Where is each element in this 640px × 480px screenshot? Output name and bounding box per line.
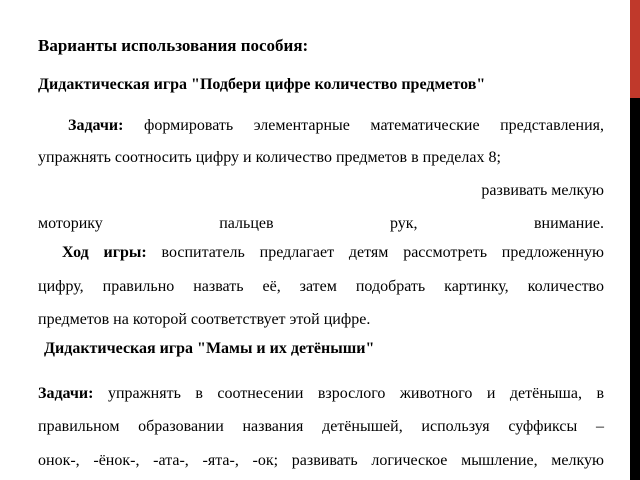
game1-title: Дидактическая игра "Подбери цифре количество предметов" <box>38 76 486 93</box>
game1-tasks-text1: формировать элементарные математические представления, <box>144 117 605 134</box>
game2-tasks-label: Задачи: <box>38 385 94 402</box>
game1-tasks-line3: развивать мелкую <box>481 182 604 199</box>
game1-course-text1: воспитатель предлагает детям рассмотреть предложенную <box>161 244 604 261</box>
game1-course-line1 <box>62 243 604 262</box>
game1-course-line2: цифру, правильно назвать её, затем подобрать картинку, количество <box>38 278 604 295</box>
game2-tasks-line2: правильном образовании названия детёнышей, используя суффиксы – <box>38 418 604 435</box>
game1-course-label: Ход игры: <box>62 244 147 261</box>
game2-tasks-text1: упражнять в соотнесении взрослого животного и детёныша, в <box>107 385 605 402</box>
game1-tasks-label: Задачи: <box>68 117 124 134</box>
page-heading: Варианты использования пособия: <box>38 36 309 55</box>
game1-tasks-line4: моторику пальцев рук, внимание. <box>38 215 604 232</box>
game1-tasks-line2: упражнять соотносить цифру и количество предметов в пределах 8; <box>38 149 501 166</box>
game2-tasks-line3: онок-, -ёнок-, -ата-, -ята-, -ок; развивать логическое мышление, мелкую <box>38 452 604 469</box>
game2-title: Дидактическая игра "Мамы и их детёныши" <box>44 340 375 357</box>
game1-tasks-line1 <box>68 116 604 135</box>
game1-course-line3: предметов на которой соответствует этой цифре. <box>38 311 371 328</box>
game2-tasks-line1 <box>38 384 604 403</box>
